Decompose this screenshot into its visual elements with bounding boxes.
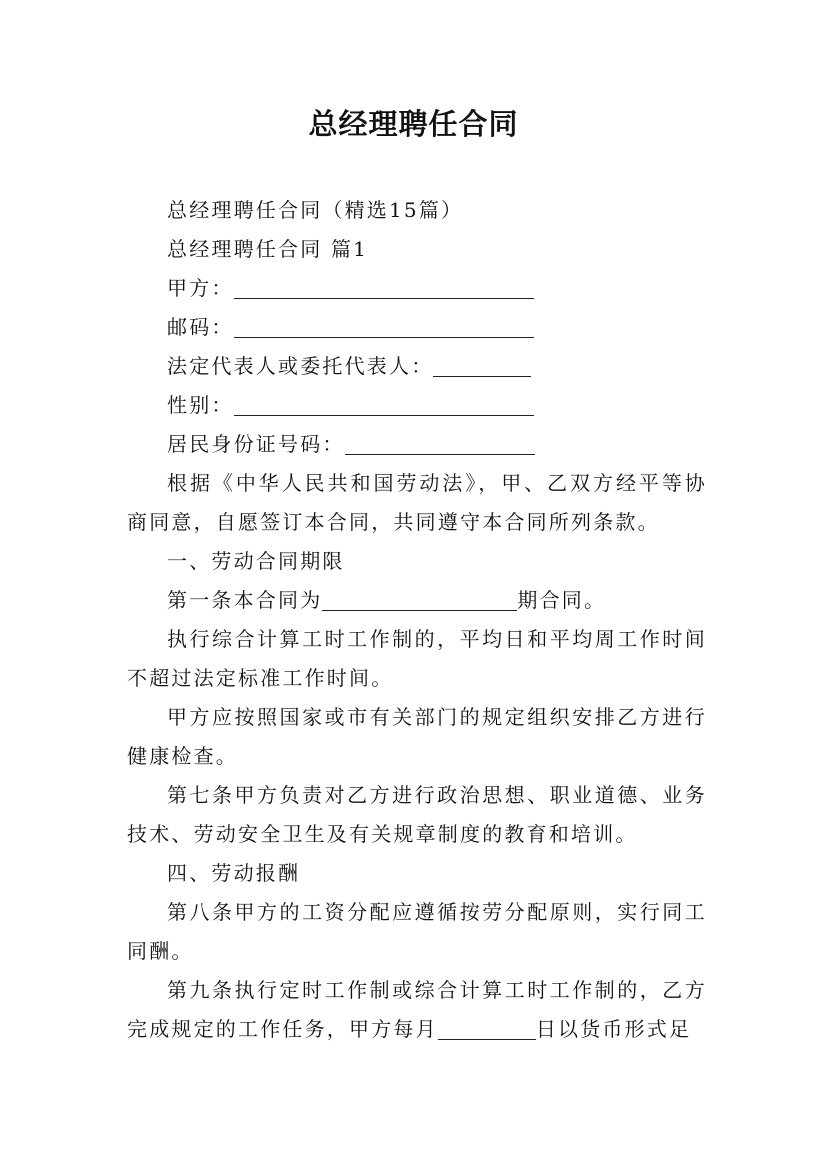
- paragraph-health: 甲方应按照国家或市有关部门的规定组织安排乙方进行健康检查。: [127, 705, 707, 768]
- article-9-text: 第九条执行定时工作制或综合计算工时工作制的，乙方完成规定的工作任务，甲方每月: [127, 978, 707, 1041]
- field-label: 邮码：: [167, 315, 234, 339]
- field-postcode: [127, 308, 707, 347]
- article-7: 第七条甲方负责对乙方进行政治思想、职业道德、业务技术、劳动安全卫生及有关规章制度的教育和培训。: [127, 783, 707, 846]
- article-1-text: 第一条本合同为: [167, 588, 323, 612]
- article-9: [127, 971, 707, 1049]
- field-label: 性别：: [167, 393, 234, 417]
- blank-line: [345, 434, 535, 455]
- field-legal-rep: [127, 347, 707, 386]
- blank-line: [322, 590, 517, 611]
- blank-line: [234, 317, 534, 338]
- blank-line: [234, 395, 534, 416]
- field-label: 法定代表人或委托代表人：: [167, 354, 434, 378]
- article-9-tail: 日以货币形式足: [535, 1017, 692, 1041]
- blank-line: [438, 1019, 536, 1040]
- paragraph-intro: 根据《中华人民共和国劳动法》，甲、乙双方经平等协商同意，自愿签订本合同，共同遵守本合同所列条款。: [127, 471, 707, 534]
- section-heading: 总经理聘任合同 篇1: [167, 237, 369, 261]
- article-1: [127, 581, 707, 620]
- field-party-a: [127, 269, 707, 308]
- field-id-number: [127, 425, 707, 464]
- paragraph-hours: 执行综合计算工时工作制的，平均日和平均周工作时间不超过法定标准工作时间。: [127, 627, 707, 690]
- document-body: [127, 191, 707, 1049]
- blank-line: [433, 356, 531, 377]
- field-label: 甲方：: [167, 276, 234, 300]
- document-title: 总经理聘任合同: [308, 107, 519, 141]
- subtitle: 总经理聘任合同（精选15篇）: [167, 198, 464, 222]
- article-1-tail: 期合同。: [517, 588, 607, 612]
- field-gender: [127, 386, 707, 425]
- heading-pay: 四、劳动报酬: [167, 861, 301, 885]
- field-label: 居民身份证号码：: [167, 432, 345, 456]
- article-8: 第八条甲方的工资分配应遵循按劳分配原则，实行同工同酬。: [127, 900, 707, 963]
- heading-term: 一、劳动合同期限: [167, 549, 345, 573]
- blank-line: [234, 278, 534, 299]
